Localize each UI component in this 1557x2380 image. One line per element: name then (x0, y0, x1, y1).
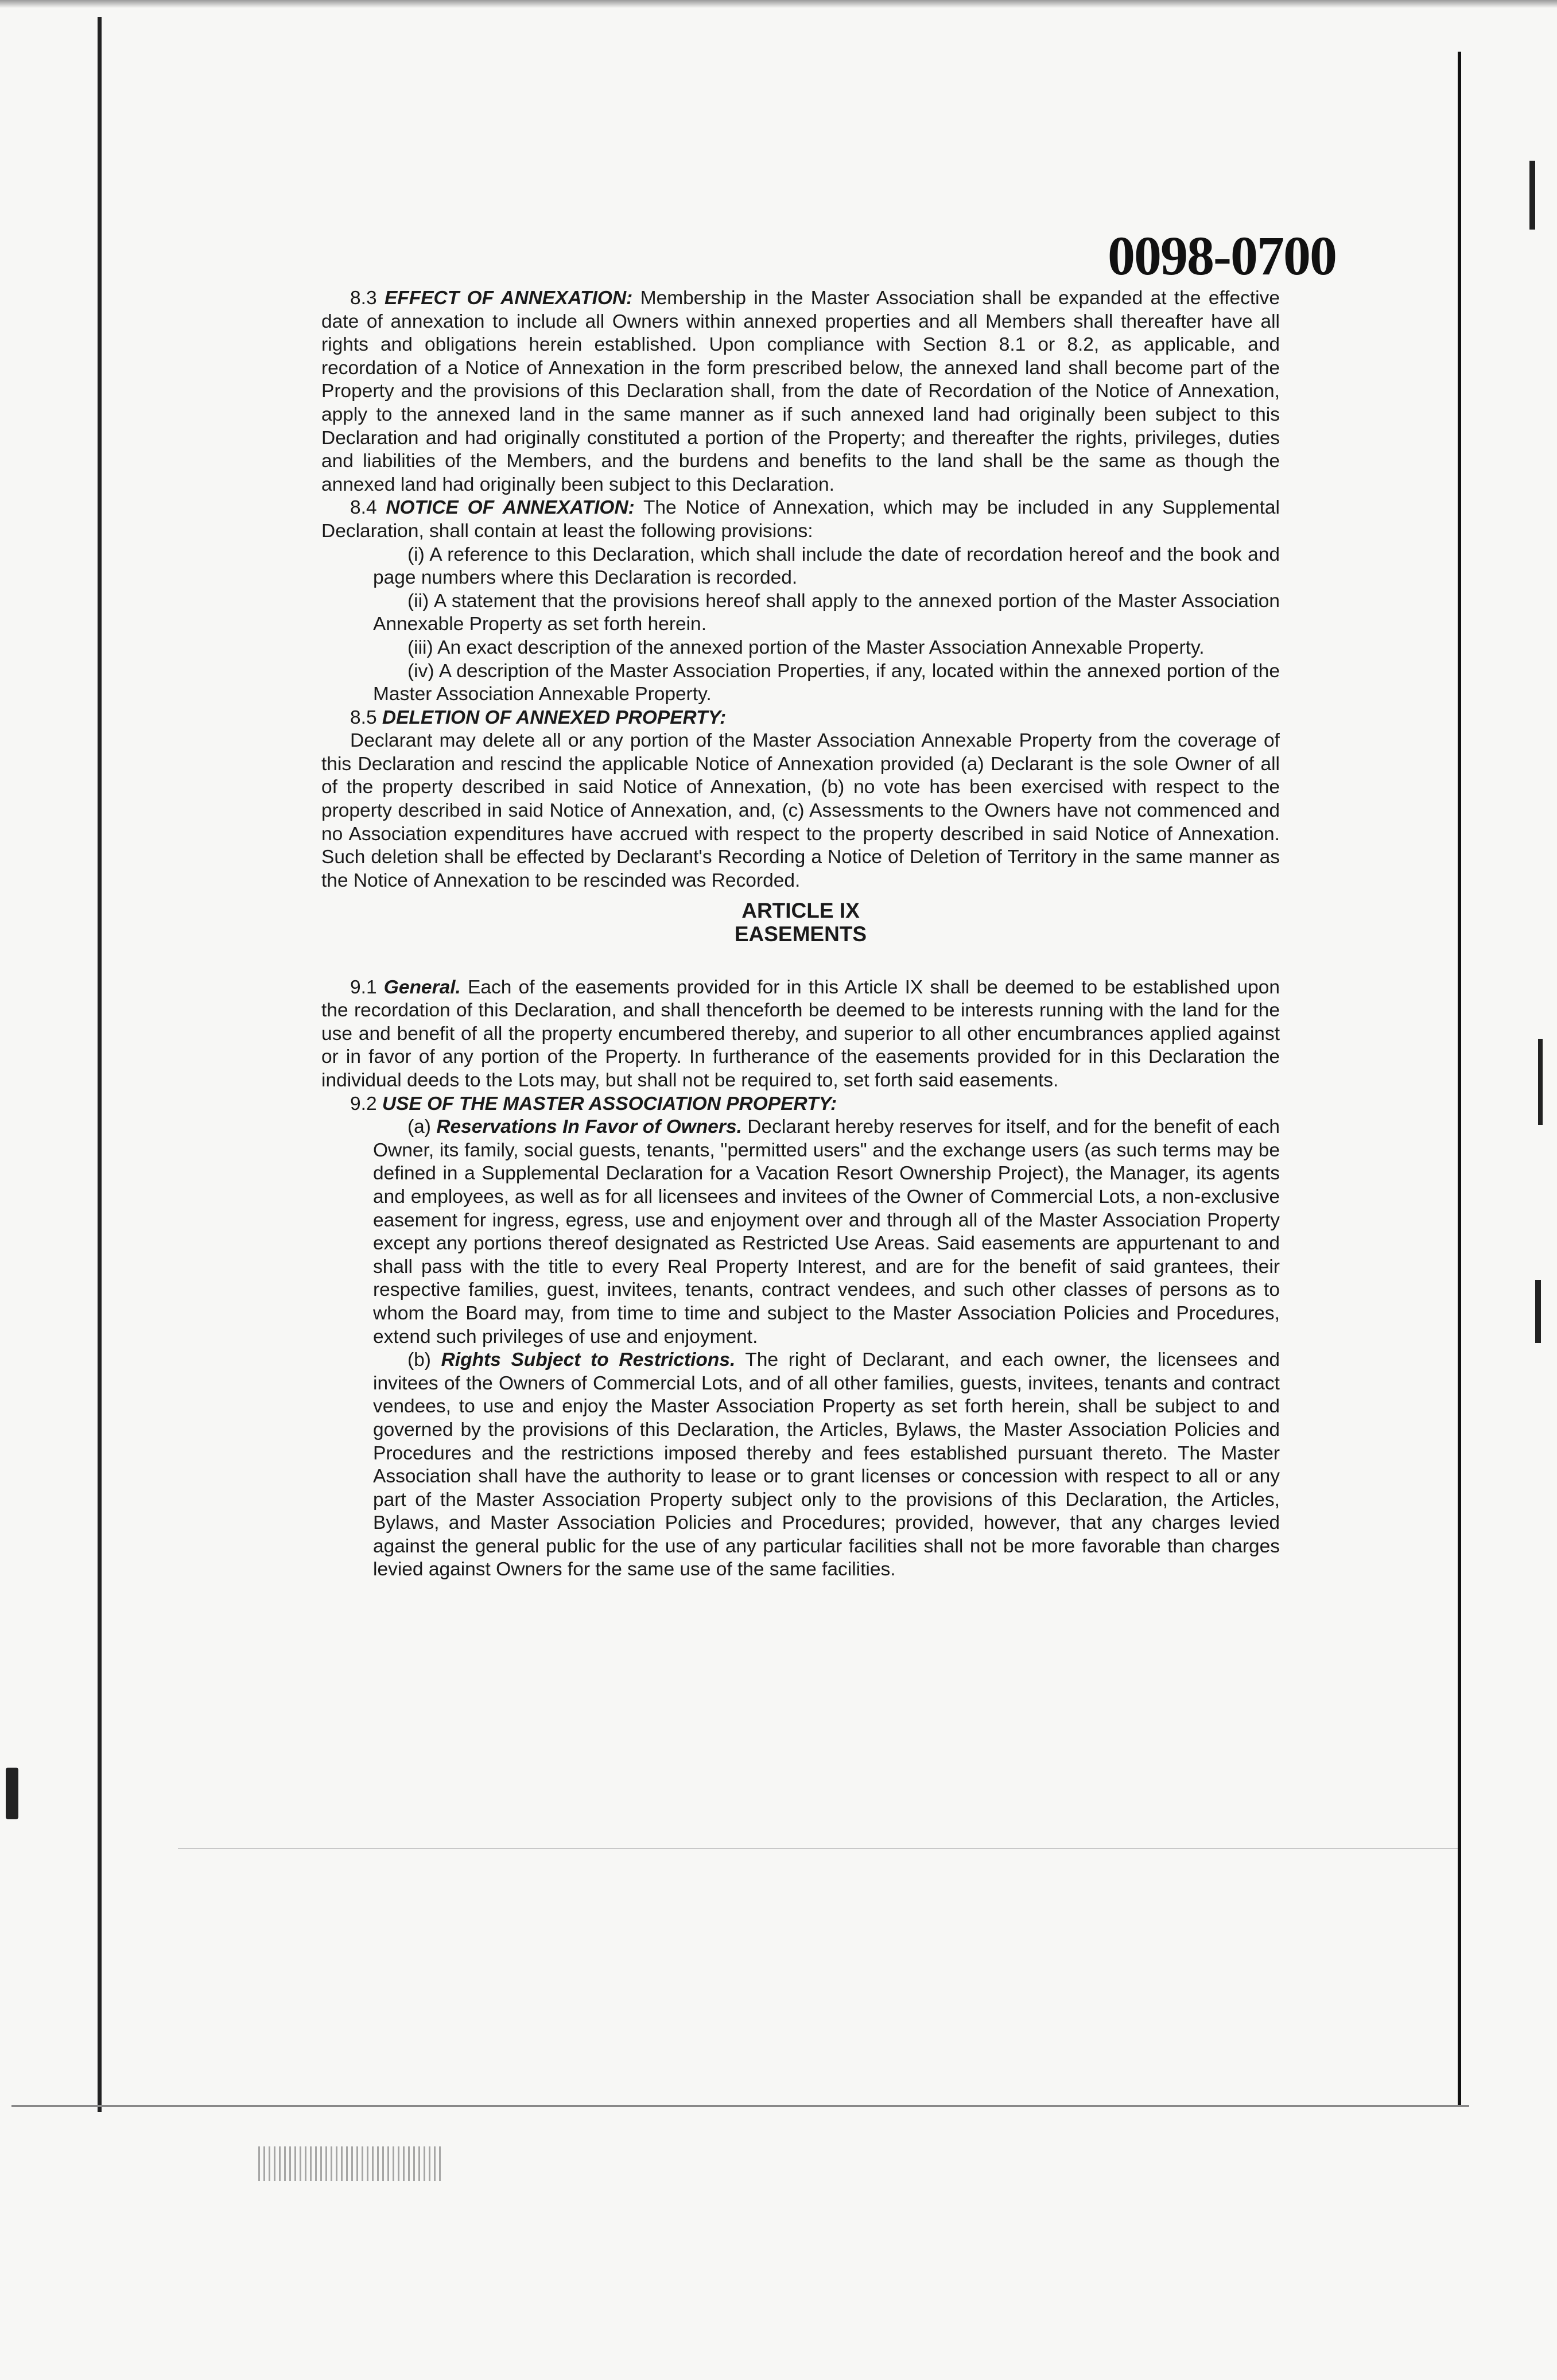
section-number: 9.1 (350, 976, 377, 998)
subsection-heading: Reservations In Favor of Owners. (436, 1116, 742, 1138)
article-title: EASEMENTS (734, 922, 867, 946)
subsection-heading: Rights Subject to Restrictions. (441, 1349, 736, 1371)
section-number: 8.5 (350, 706, 377, 728)
scan-mark (1535, 1280, 1541, 1343)
section-8-3 (321, 287, 1280, 496)
section-heading: NOTICE OF ANNEXATION: (386, 497, 635, 519)
subsection-label: (a) (407, 1116, 431, 1138)
section-text: The Notice of Annexation, which may be included in any Supplemental Declaration, shall contain at least the following provisions: (321, 497, 1280, 542)
scan-divider-line (178, 1848, 1458, 1849)
subsection-a (321, 1116, 1280, 1349)
list-item: (ii) A statement that the provisions hereof shall apply to the annexed portion of the Master Association Annexable Property as set forth herein. (373, 590, 1280, 635)
list-item: (iii) An exact description of the annexed portion of the Master Association Annexable Property. (407, 636, 1205, 658)
subsection-label: (b) (407, 1349, 431, 1371)
section-8-4 (321, 496, 1280, 543)
section-heading: USE OF THE MASTER ASSOCIATION PROPERTY: (382, 1093, 837, 1115)
scan-left-border (98, 17, 102, 2112)
section-number: 8.4 (350, 497, 377, 519)
scan-mark (1538, 1039, 1543, 1125)
scan-bottom-line (11, 2105, 1469, 2107)
section-text: Each of the easements provided for in this Article IX shall be deemed to be established upon the recordation of this Declaration, and shall thenceforth be deemed to be interests running with the land for the use and benefit of all the property encumbered thereby, and superior to all other encumbrances applied against or in favor of any portion of the Property. In furtherance of the easements provided for in this Declaration the individual deeds to the Lots may, but shall not be required to, set forth said easements. (321, 976, 1280, 1091)
subsection-text: The right of Declarant, and each owner, the licensees and invitees of the Owners of Commercial Lots, and of all other families, guests, invitees, tenants and contract vendees, to use and enjoy the Master Association Property as set forth herein, shall be subject to and governed by the provisions of this Declaration, the Articles, Bylaws, the Master Association Policies and Procedures and the restrictions imposed thereby and fees established pursuant thereto. The Master Association shall have the authority to lease or to grant licenses or concession with respect to all or any part of the Master Association Property subject only to the provisions of this Declaration, the Articles, Bylaws, and Master Association Policies and Procedures; provided, however, that any charges levied against the general public for the use of any particular facilities shall not be more favorable than charges levied against Owners for the same use of the same facilities. (373, 1349, 1280, 1581)
section-heading: EFFECT OF ANNEXATION: (384, 288, 633, 309)
section-8-5-heading (321, 706, 1280, 730)
document-body (321, 287, 1280, 1582)
scan-right-border (1458, 52, 1461, 2106)
subsection-text: Declarant hereby reserves for itself, and for the benefit of each Owner, its family, social guests, tenants, "permitted users" and the exchange users (as such terms may be defined in a Supplemental Declaration for a Vacation Resort Ownership Project), the Manager, its agents and employees, as well as for all licensees and invitees of the Owner of Commercial Lots, a non-exclusive easement for ingress, egress, use and enjoyment over and through all of the Master Association Property except any portions thereof designated as Restricted Use Areas. Said easements are appurtenant to and shall pass with the title to every Real Property Interest, and are for the benefit of said grantees, their respective families, guest, invitees, tenants, contract vendees, and such other classes of persons as to whom the Board may, from time to time and subject to the Master Association Policies and Procedures, extend such privileges of use and enjoyment. (373, 1116, 1280, 1348)
section-heading: DELETION OF ANNEXED PROPERTY: (382, 706, 727, 728)
list-item: (i) A reference to this Declaration, which shall include the date of recordation hereof and the book and page numbers where this Declaration is recorded. (373, 543, 1280, 589)
section-8-5: Declarant may delete all or any portion of the Master Association Annexable Property from the coverage of this Declaration and rescind the applicable Notice of Annexation provided (a) Declarant is the sole Owner of all of the property described in said Notice of Annexation, (b) no vote has been exercised with respect to the property described in said Notice of Annexation, and, (c) Assessments to the Owners have not commenced and no Association expenditures have accrued with respect to the property described in said Notice of Annexation. Such deletion shall be effected by Declarant's Recording a Notice of Deletion of Territory in the same manner as the Notice of Annexation to be rescinded was Recorded. (321, 730, 1280, 891)
section-9-2-heading (321, 1093, 1280, 1116)
section-number: 9.2 (350, 1093, 377, 1115)
list-item: (iv) A description of the Master Association Properties, if any, located within the annexed portion of the Master Association Annexable Property. (373, 660, 1280, 705)
document-number: 0098-0700 (1108, 225, 1336, 286)
section-9-1 (321, 976, 1280, 1093)
subsection-b (321, 1349, 1280, 1582)
scan-smudge (258, 2146, 442, 2181)
section-text: Membership in the Master Association shall be expanded at the effective date of annexation to include all Owners within annexed properties and all Members shall thereafter have all rights and obligations herein established. Upon compliance with Section 8.1 or 8.2, as applicable, and recordation of a Notice of Annexation in the form prescribed below, the annexed land shall become part of the Property and the provisions of this Declaration shall, from the date of Recordation of the Notice of Annexation, apply to the annexed land in the same manner as if such annexed land had originally been subject to this Declaration and had originally constituted a portion of the Property; and thereafter the rights, privileges, duties and liabilities of the Members, and the burdens and benefits to the land shall be the same as though the annexed land had originally been subject to this Declaration. (321, 288, 1280, 495)
scan-mark (6, 1768, 18, 1819)
section-heading: General. (383, 976, 461, 998)
article-label: ARTICLE IX (741, 899, 860, 923)
scan-top-edge (0, 0, 1557, 8)
section-number: 8.3 (350, 288, 377, 309)
scan-mark (1529, 161, 1535, 230)
